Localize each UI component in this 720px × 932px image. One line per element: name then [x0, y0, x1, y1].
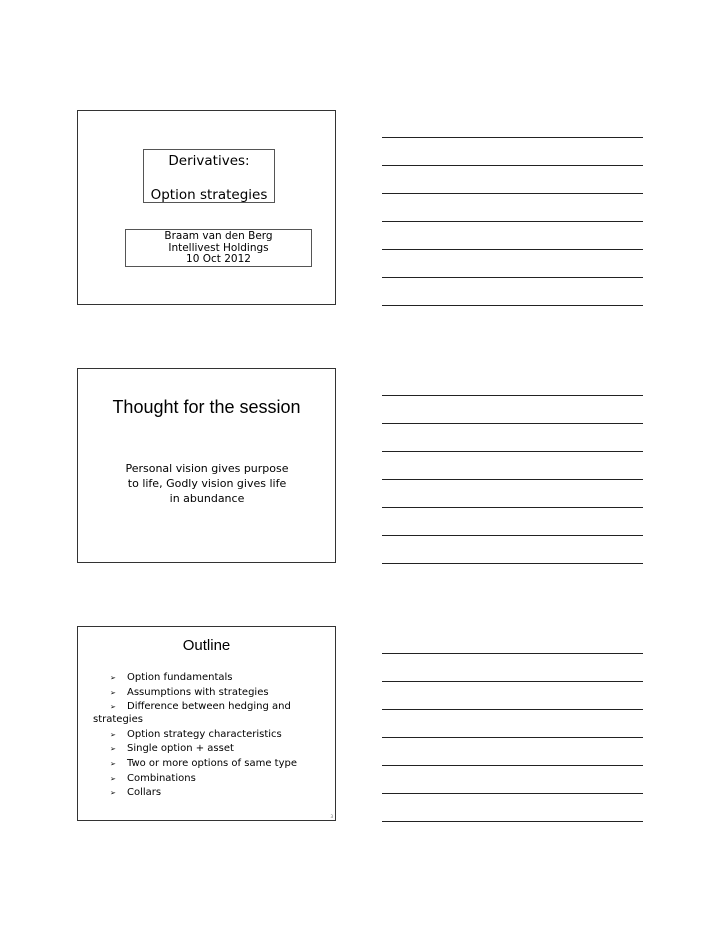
outline-list [93, 672, 332, 802]
slide-2 [77, 368, 336, 563]
note-line [382, 193, 643, 194]
note-line [382, 305, 643, 306]
author-name: Braam van den Berg [164, 230, 273, 242]
list-item: ➢ Option fundamentals [110, 672, 233, 683]
presentation-date: 10 Oct 2012 [186, 253, 251, 265]
page-number: 3 [330, 814, 333, 819]
list-item: ➢ Option strategy characteristics [110, 728, 282, 740]
arrow-bullet-icon: ➢ [110, 730, 116, 739]
slide-heading: Thought for the session [112, 397, 301, 417]
note-line [382, 563, 643, 564]
note-line [382, 507, 643, 508]
note-line [382, 451, 643, 452]
quote-line: in abundance [169, 492, 245, 505]
arrow-bullet-icon: ➢ [110, 774, 116, 783]
arrow-bullet-icon: ➢ [110, 674, 116, 682]
list-item: ➢ Collars [110, 787, 162, 799]
list-item: ➢ Combinations [110, 772, 196, 784]
note-line [382, 395, 643, 396]
note-line [382, 165, 643, 166]
note-line [382, 681, 643, 682]
quote-line: Personal vision gives purpose [125, 462, 289, 475]
list-item: ➢ Difference between hedging and strategies [93, 701, 291, 725]
arrow-bullet-icon: ➢ [110, 759, 116, 768]
company-name: Intellivest Holdings [168, 241, 269, 254]
note-line [382, 221, 643, 222]
note-line [382, 137, 643, 138]
note-line [382, 793, 643, 794]
arrow-bullet-icon: ➢ [110, 789, 116, 798]
note-line [382, 249, 643, 250]
slide-1 [77, 110, 336, 305]
title-box [143, 149, 275, 203]
note-line [382, 277, 643, 278]
note-line [382, 423, 643, 424]
note-line [382, 479, 643, 480]
note-line [382, 535, 643, 536]
note-line [382, 709, 643, 710]
title-line-1: Derivatives: [168, 153, 250, 169]
note-line [382, 737, 643, 738]
arrow-bullet-icon: ➢ [110, 688, 116, 697]
list-item: ➢ Assumptions with strategies [110, 686, 269, 698]
arrow-bullet-icon: ➢ [110, 745, 116, 754]
slide-3 [77, 626, 336, 821]
list-item: ➢ Two or more options of same type [110, 757, 297, 769]
quote-text [108, 461, 306, 506]
note-line [382, 821, 643, 822]
quote-line: to life, Godly vision gives life [127, 477, 287, 490]
title-line-2: Option strategies [150, 187, 268, 203]
note-line [382, 653, 643, 654]
list-item: ➢ Single option + asset [110, 743, 234, 755]
author-box [125, 229, 312, 267]
note-line [382, 765, 643, 766]
slide-heading: Outline [182, 637, 231, 654]
arrow-bullet-icon: ➢ [110, 703, 116, 712]
